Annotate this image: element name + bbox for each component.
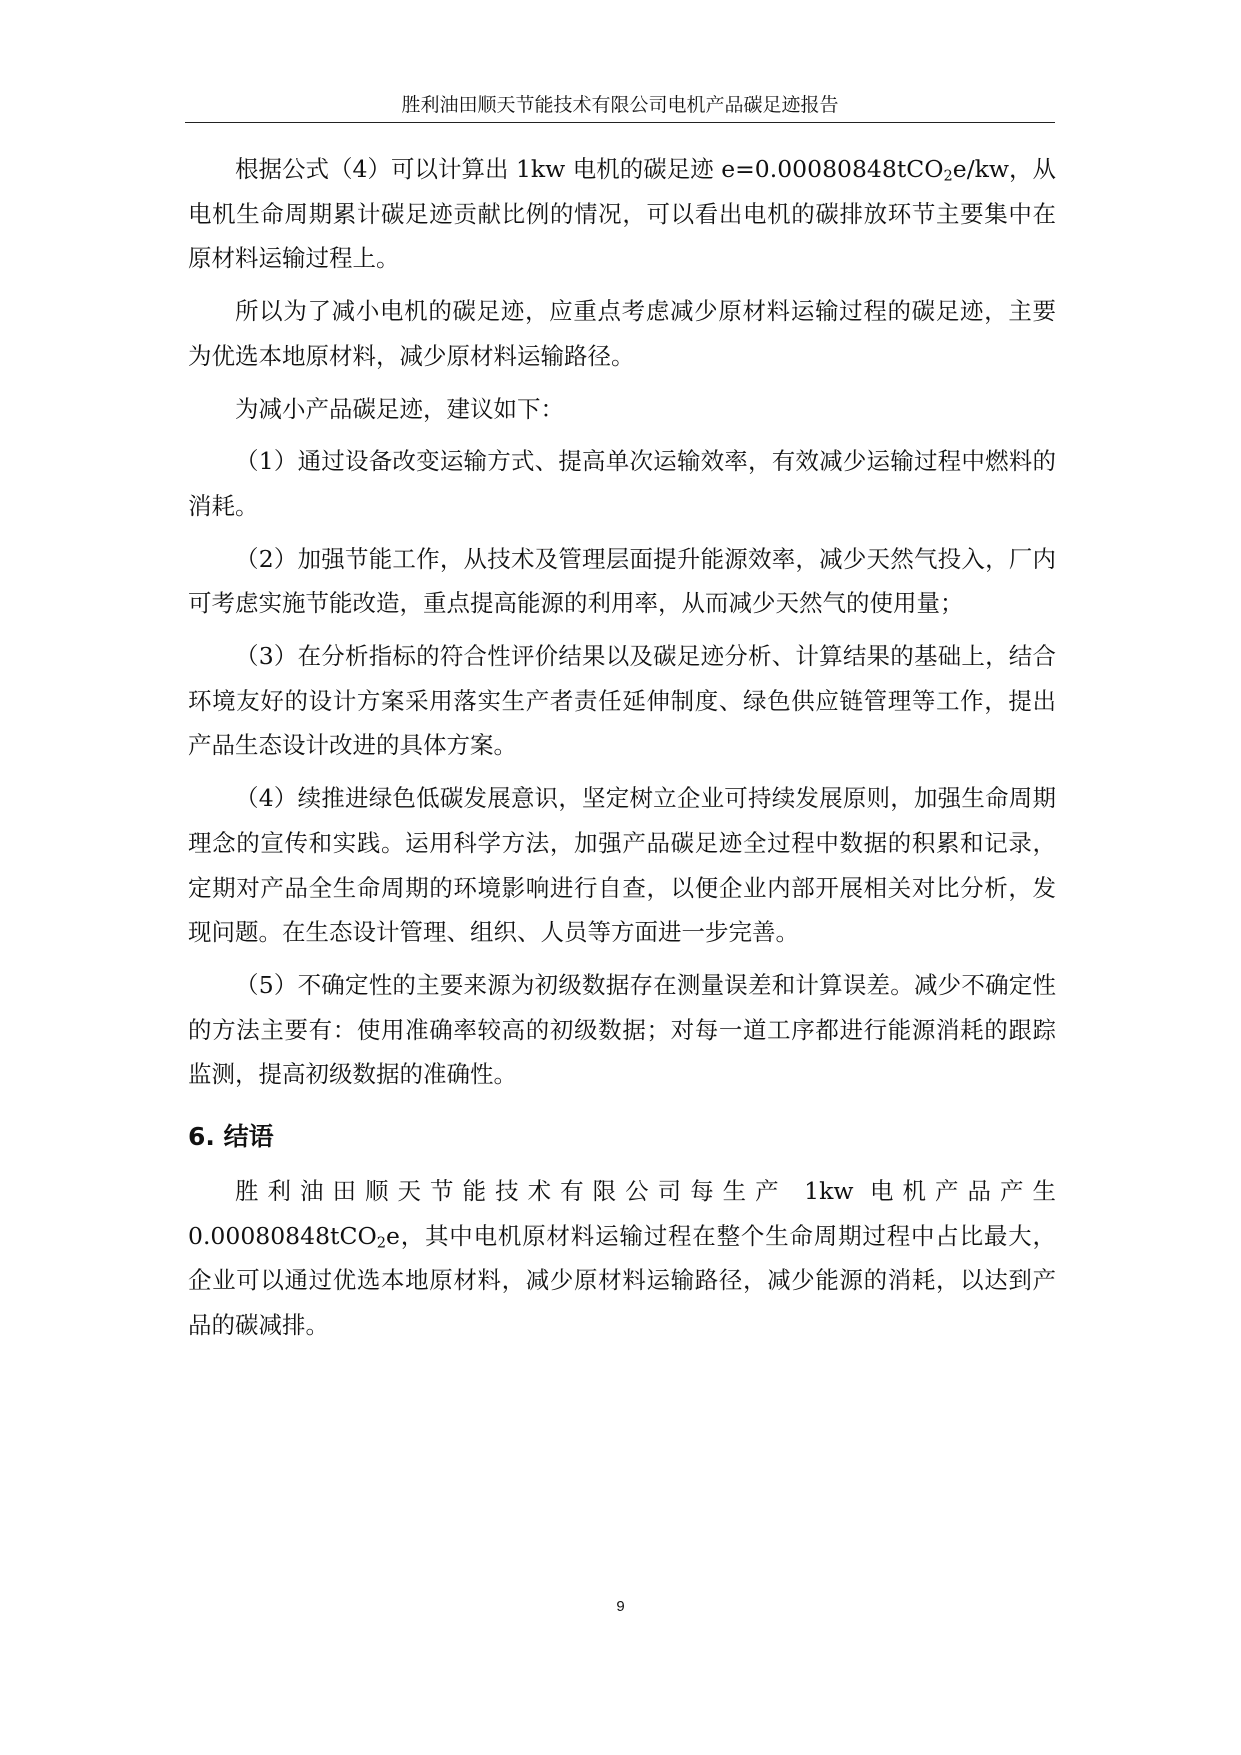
page-number: 9 — [616, 1598, 625, 1615]
paragraph-text: 胜利油田顺天节能技术有限公司每生产 1kw 电机产品产生 0.00080848tCO — [188, 1177, 1056, 1250]
paragraph-text: 根据公式（4）可以计算出 1kw 电机的碳足迹 e=0.00080848tCO — [235, 155, 944, 183]
section-heading-conclusion: 6. 结语 — [188, 1122, 274, 1152]
page-body — [188, 147, 1056, 1348]
paragraph-formula-result — [188, 147, 1056, 281]
running-header: 胜利油田顺天节能技术有限公司电机产品碳足迹报告 — [401, 94, 839, 116]
paragraph-suggestion-5: （5）不确定性的主要来源为初级数据存在测量误差和计算误差。减少不确定性的方法主要有：使用准确率较高的初级数据；对每一道工序都进行能源消耗的跟踪监测，提高初级数据的准确性。 — [188, 970, 1056, 1089]
paragraph-suggestions-intro: 为减小产品碳足迹，建议如下： — [235, 394, 564, 423]
paragraph-suggestion-2: （2）加强节能工作，从技术及管理层面提升能源效率，减少天然气投入，厂内可考虑实施节能改造，重点提高能源的利用率，从而减少天然气的使用量； — [188, 544, 1056, 618]
paragraph-suggestion-4: （4）续推进绿色低碳发展意识，坚定树立企业可持续发展原则，加强生命周期理念的宣传和实践。运用科学方法，加强产品碳足迹全过程中数据的积累和记录，定期对产品全生命周期的环境影响进行自查，以便企业内部开展相关对比分析，发现问题。在生态设计管理、组织、人员等方面进一步完善。 — [188, 784, 1056, 947]
paragraph-suggestion-1: （1）通过设备改变运输方式、提高单次运输效率，有效减少运输过程中燃料的消耗。 — [188, 447, 1056, 520]
paragraph-text: e/kw，从电机生命周期累计碳足迹贡献比例的情况，可以看出电机的碳排放环节主要集中在原材料运输过程上。 — [188, 155, 1056, 273]
header-rule — [185, 122, 1055, 123]
subscript-2: 2 — [943, 167, 953, 185]
paragraph-conclusion — [188, 1169, 1056, 1348]
paragraph-suggestion-3: （3）在分析指标的符合性评价结果以及碳足迹分析、计算结果的基础上，结合环境友好的设计方案采用落实生产者责任延伸制度、绿色供应链管理等工作，提出产品生态设计改进的具体方案。 — [188, 642, 1056, 760]
paragraph-text: e，其中电机原材料运输过程在整个生命周期过程中占比最大，企业可以通过优选本地原材料，减少原材料运输路径，减少能源的消耗，以达到产品的碳减排。 — [188, 1221, 1056, 1340]
paragraph-reduce-footprint: 所以为了减小电机的碳足迹，应重点考虑减少原材料运输过程的碳足迹，主要为优选本地原材料，减少原材料运输路径。 — [188, 297, 1056, 370]
subscript-2: 2 — [376, 1234, 386, 1252]
